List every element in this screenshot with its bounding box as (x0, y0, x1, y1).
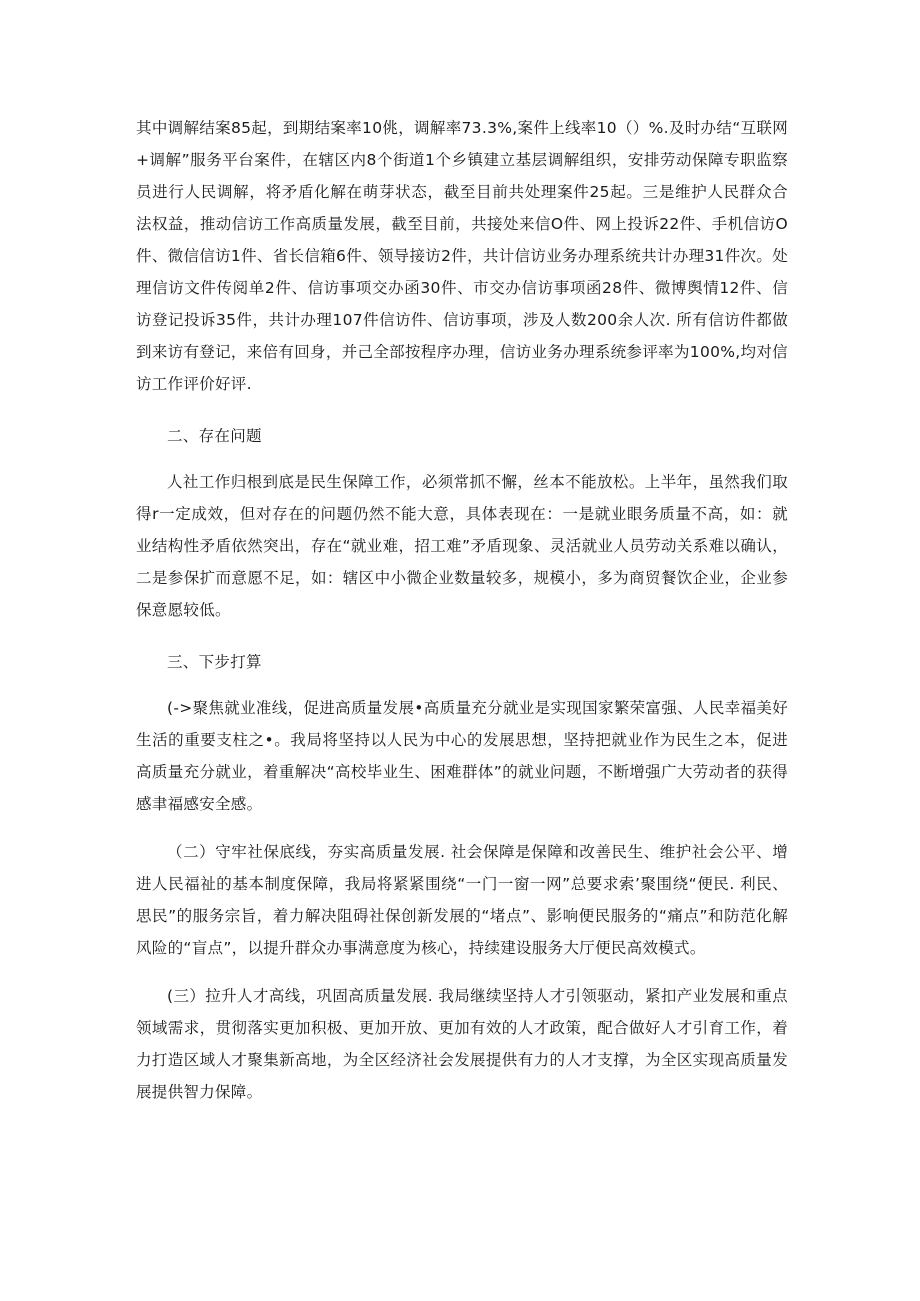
section-heading-problems: 二、存在问题 (167, 427, 262, 445)
document-body (136, 112, 788, 1108)
paragraph-social-security: （二）守牢社保底线，夯实高质量发展. 社会保障是保障和改善民生、维护社会公平、增进人民福祉的基本制度保障，我局将紧紧围绕“一门一窗一网”总要求索’聚围绕“便民. 利民、思民”的服务宗旨，着力解决阻碍社保创新发展的“堵点”、影响便民服务的“痛点”和防范化解风险的“盲点”，以提升群众办事满意度为核心，持续建设服务大厅便民高效模式。 (136, 843, 788, 957)
paragraph-petition-work: 其中调解结案85起，到期结案率10佻，调解率73.3%,案件上线率10（）%.及时办结“互联网+调解”服务平台案件，在辖区内8个街道1个乡镇建立基层调解组织，安排劳动保障专职监察员进行人民调解，将矛盾化解在萌芽状态，截至目前共处理案件25起。三是维护人民群众合法权益，推动信访工作高质量发展，截至目前，共接处来信O件、网上投诉22件、手机信访O件、微信信访1件、省长信箱6件、领导接访2件，共计信访业务办理系统共计办理31件次。处理信访文件传阅单2件、信访事项交办函30件、市交办信访事项函28件、微博舆情12件、信访登记投诉35件，共计办理107件信访件、信访事项，涉及人数200余人次. 所有信访件都做到来访有登记，来倍有回身，并己全部按程序办理，信访业务办理系统参评率为100%,均对信访工作评价好评. (136, 119, 788, 393)
section-heading-next-steps: 三、下步打算 (167, 653, 262, 671)
paragraph-problems: 人社工作归根到底是民生保障工作，必须常抓不懈，丝本不能放松。上半年，虽然我们取得r一定成效，但对存在的问题仍然不能大意，具体表现在：一是就业眼务质量不高，如：就业结构性矛盾依然突出，存在“就业难，招工难”矛盾现象、灵活就业人员劳动关系难以确认，二是参保扩而意愿不足，如：辖区中小微企业数量较多，规模小，多为商贸餐饮企业，企业参保意愿较低。 (136, 473, 788, 619)
paragraph-employment: (->聚焦就业准线，促进高质量发展•高质量充分就业是实现国家繁荣富强、人民幸福美好生活的重要支柱之•。我局将坚持以人民为中心的发展思想，坚持把就业作为民生之本，促进高质量充分就业，着重解决“高校毕业生、困难群体”的就业问题，不断增强广大劳动者的获得感聿福感安全感。 (136, 699, 788, 813)
paragraph-talent: (三）拉升人才高线，巩固高质量发展. 我局继续坚持人才引领驱动，紧扣产业发展和重点领域需求，贯彻落实更加积极、更加开放、更加有效的人才政策，配合做好人才引育工作，着力打造区域人才聚集新高地，为全区经济社会发展提供有力的人才支撑，为全区实现高质量发展提供智力保障。 (136, 987, 788, 1101)
